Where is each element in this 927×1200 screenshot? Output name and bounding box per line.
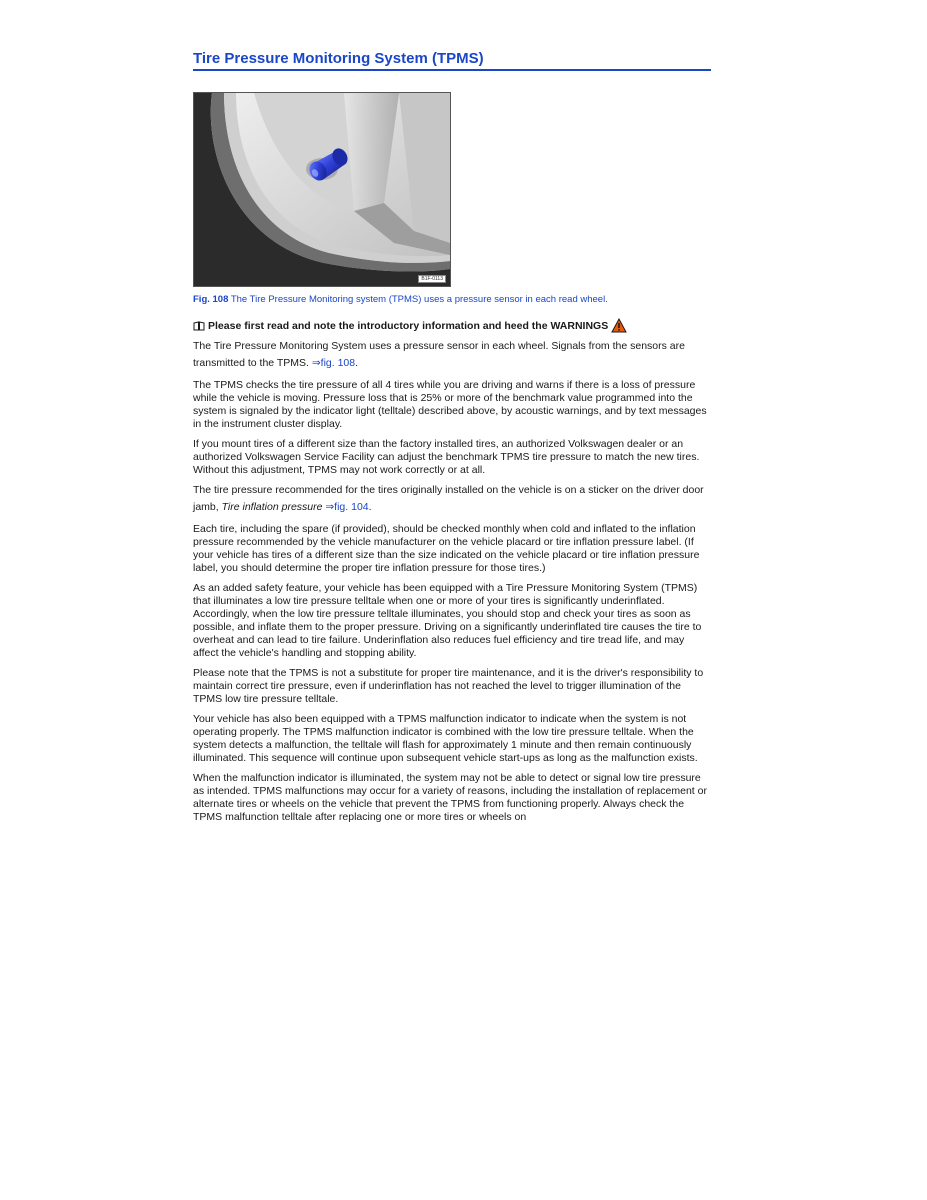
- paragraph-4: [193, 482, 711, 516]
- section-title: Tire Pressure Monitoring System (TPMS): [193, 50, 711, 71]
- fig-108-link[interactable]: ⇒fig. 108: [311, 357, 356, 369]
- figure-code: B1F-0113: [418, 275, 446, 283]
- manual-page: [193, 50, 711, 824]
- fig-104-link[interactable]: ⇒fig. 104: [322, 501, 369, 513]
- intro-text: Please first read and note the introductory information and heed the WARNINGS: [208, 319, 609, 332]
- tire-inflation-pressure-ref: Tire inflation pressure: [221, 501, 323, 513]
- paragraph-9: When the malfunction indicator is illuminated, the system may not be able to detect or signal low tire pressure as intended. TPMS malfunctions may occur for a variety of reasons, including the installation of replacement or alternate tires or wheels on the vehicle that prevent the TPMS from functioning properly. Always check the TPMS malfunction telltale after replacing one or more tires or wheels on: [193, 772, 707, 823]
- paragraph-6: As an added safety feature, your vehicle has been equipped with a Tire Pressure Monitoring System (TPMS) that illuminates a low tire pressure telltale when one or more of your tires is significantly underinflated. Accordingly, when the low tire pressure telltale illuminates, you should stop and check your tires as soon as possible, and inflate them to the proper pressure. Driving on a significantly underinflated tire causes the tire to overheat and can lead to tire failure. Underinflation also reduces fuel efficiency and tire tread life, and may affect the vehicle's handling and stopping ability.: [193, 582, 702, 659]
- warning-triangle-icon[interactable]: [611, 318, 627, 333]
- paragraph-1-end: .: [355, 357, 359, 369]
- paragraph-3: If you mount tires of a different size than the factory installed tires, an authorized Volkswagen dealer or an authorized Volkswagen Service Facility can adjust the benchmark TPMS tire pressure to match the new tires. Without this adjustment, TPMS may not work correctly or at all.: [193, 438, 700, 476]
- figure-label: Fig. 108: [193, 294, 229, 305]
- wheel-valve-illustration: [194, 93, 450, 286]
- figure-caption-text: The Tire Pressure Monitoring system (TPMS) uses a pressure sensor in each read wheel.: [230, 294, 608, 305]
- paragraph-8: Your vehicle has also been equipped with a TPMS malfunction indicator to indicate when the system is not operating properly. The TPMS malfunction indicator is combined with the low tire pressure telltale. When the system detects a malfunction, the telltale will flash for approximately 1 minute and then remain continuously illuminated. This sequence will continue upon subsequent vehicle start-ups as long as the malfunction exists.: [193, 713, 698, 764]
- intro-note: [193, 318, 711, 333]
- paragraph-7: Please note that the TPMS is not a substitute for proper tire maintenance, and it is the driver's responsibility to maintain correct tire pressure, even if underinflation has not reached the level to trigger illumination of the TPMS low tire pressure telltale.: [193, 667, 704, 705]
- paragraph-4-end: .: [368, 501, 372, 513]
- paragraph-5: Each tire, including the spare (if provided), should be checked monthly when cold and inflated to the inflation pressure recommended by the vehicle manufacturer on the vehicle placard or tire inflation pressure label. (If your vehicle has tires of a different size than the size indicated on the vehicle placard or tire inflation pressure label, you should determine the proper tire inflation pressure for those tires.): [193, 523, 700, 574]
- paragraph-4-text: The tire pressure recommended for the tires originally installed on the vehicle is on a sticker on the driver door jamb,: [193, 484, 704, 513]
- figure-caption: [193, 294, 711, 305]
- paragraph-1: [193, 338, 711, 372]
- paragraph-2: The TPMS checks the tire pressure of all 4 tires while you are driving and warns if there is a loss of pressure while the vehicle is moving. Pressure loss that is 25% or more of the benchmark value programmed into the system is signaled by the indicator light (telltale) described above, by acoustic warnings, and by text messages in the instrument cluster display.: [193, 379, 707, 430]
- tpms-figure: [193, 92, 451, 287]
- book-icon: [193, 321, 205, 331]
- paragraph-1-text: The Tire Pressure Monitoring System uses a pressure sensor in each wheel. Signals from the sensors are transmitted to the TPMS.: [193, 340, 685, 369]
